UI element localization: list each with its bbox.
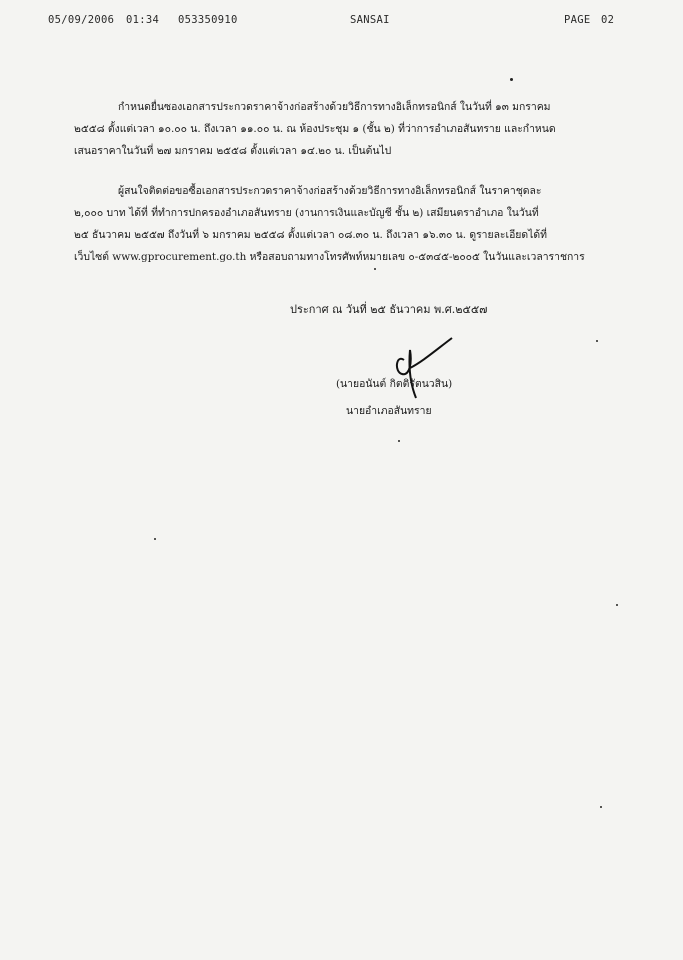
text-line: ๒,๐๐๐ บาท ได้ที่ ที่ทำการปกครองอำเภอสันทราย (งานการเงินและบัญชี ชั้น ๒) เสมียนตราอำเภอ ในวันที่ (74, 207, 539, 219)
text-line: เสนอราคาในวันที่ ๒๗ มกราคม ๒๕๕๘ ตั้งแต่เวลา ๑๔.๒๐ น. เป็นต้นไป (74, 145, 392, 157)
fax-page-label: PAGE (564, 14, 591, 26)
scan-speck (596, 340, 598, 342)
text-line: ๒๕ ธันวาคม ๒๕๕๗ ถึงวันที่ ๖ มกราคม ๒๕๕๘ ตั้งแต่เวลา ๐๘.๓๐ น. ถึงเวลา ๑๖.๓๐ น. ดูรายละเอียดได้ที่ (74, 229, 547, 241)
scan-speck (616, 604, 618, 606)
fax-number: 053350910 (178, 14, 238, 26)
fax-time: 01:34 (126, 14, 160, 26)
handwritten-signature (386, 332, 466, 406)
announcement-date: ประกาศ ณ วันที่ ๒๕ ธันวาคม พ.ศ.๒๕๕๗ (290, 303, 488, 316)
signer-title: นายอำเภอสันทราย (346, 405, 432, 417)
paragraph-purchase (74, 180, 622, 268)
scan-speck (154, 538, 156, 540)
scan-speck (374, 268, 376, 270)
scan-speck (510, 78, 513, 81)
signer-name: (นายอนันต์ กิตติรัตนวสิน) (336, 378, 453, 390)
scan-speck (398, 440, 400, 442)
text-line: ผู้สนใจติดต่อขอซื้อเอกสารประกวดราคาจ้างก่อสร้างด้วยวิธีการทางอิเล็กทรอนิกส์ ในราคาชุดละ (118, 185, 542, 197)
fax-date: 05/09/2006 (48, 14, 115, 26)
fax-station: SANSAI (350, 14, 390, 26)
text-line: ๒๕๕๘ ตั้งแต่เวลา ๑๐.๐๐ น. ถึงเวลา ๑๑.๐๐ น. ณ ห้องประชุม ๑ (ชั้น ๒) ที่ว่าการอำเภอสันทราย และกำหนด (74, 123, 556, 135)
paragraph-submission (74, 96, 622, 162)
text-line: เว็บไซต์ www.gprocurement.go.th หรือสอบถามทางโทรศัพท์หมายเลข ๐-๕๓๔๕-๒๐๐๕ ในวันและเวลาราชการ (74, 251, 585, 263)
scan-speck (600, 806, 602, 808)
text-line: กำหนดยื่นซองเอกสารประกวดราคาจ้างก่อสร้างด้วยวิธีการทางอิเล็กทรอนิกส์ ในวันที่ ๑๓ มกราคม (118, 101, 551, 113)
fax-page-number: 02 (601, 14, 615, 26)
